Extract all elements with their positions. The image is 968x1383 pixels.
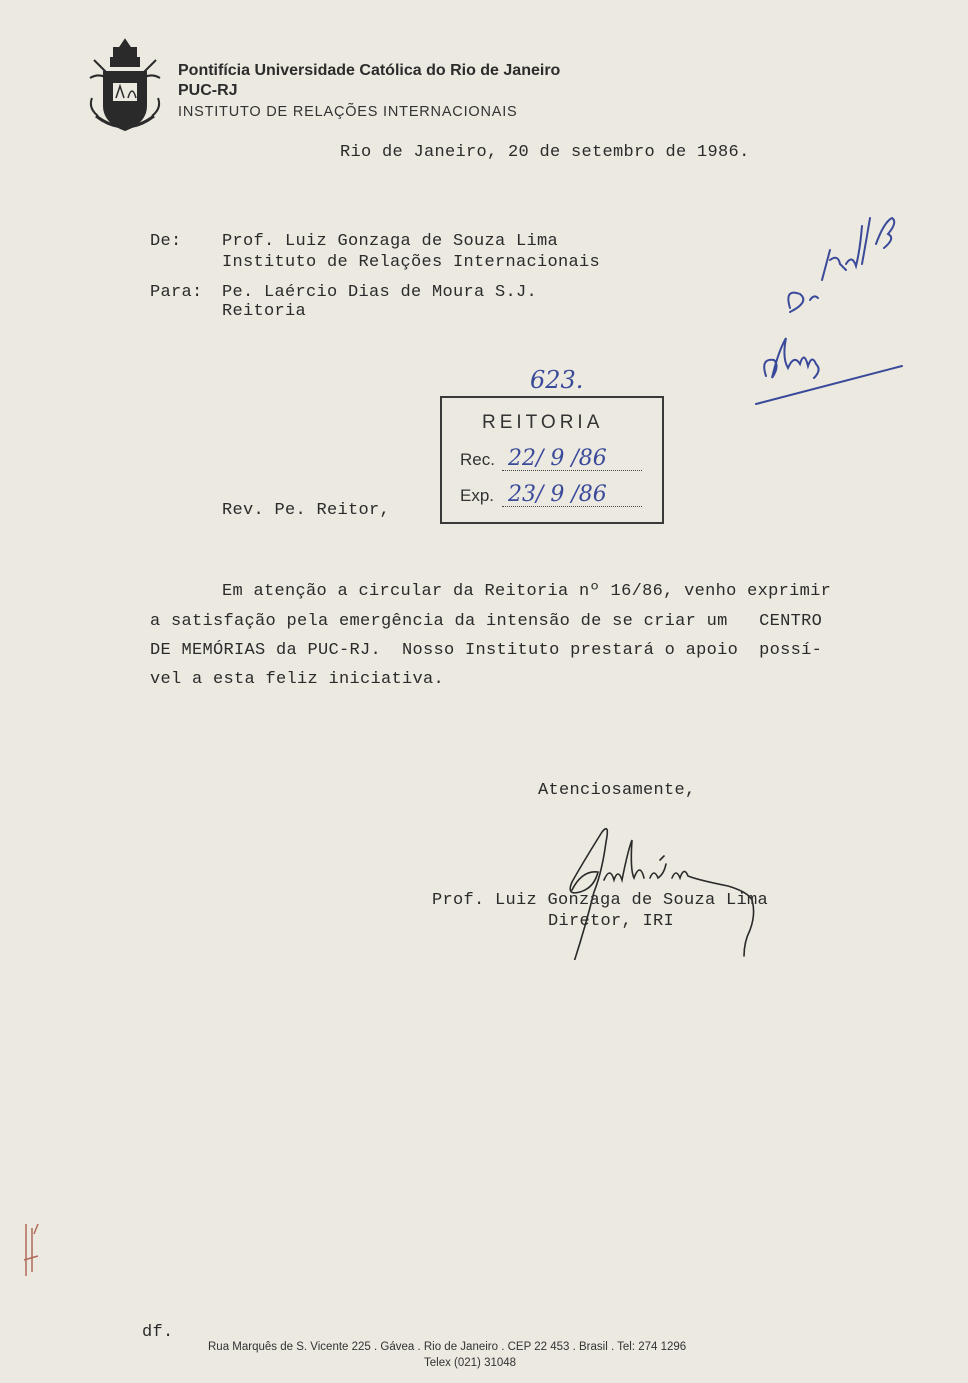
signatory-title: Diretor, IRI: [548, 912, 675, 931]
to-department: Reitoria: [222, 302, 307, 321]
stamp-dispatched-date: 23/ 9 /86: [508, 482, 607, 507]
body-line: DE MEMÓRIAS da PUC-RJ. Nosso Instituto prestará o apoio possí-: [150, 641, 823, 660]
stamp-title: REITORIA: [482, 412, 604, 433]
body-line: Em atenção a circular da Reitoria nº 16/86, venho exprimir: [222, 582, 832, 601]
to-name: Pe. Laércio Dias de Moura S.J.: [222, 283, 538, 302]
handwritten-signature-icon: [560, 820, 800, 960]
footer-address: Rua Marquês de S. Vicente 225 . Gávea . Rio de Janeiro . CEP 22 453 . Brasil . Tel: 274 1296: [208, 1341, 687, 1353]
university-crest-icon: [86, 38, 164, 136]
institute-name: INSTITUTO DE RELAÇÕES INTERNACIONAIS: [178, 104, 518, 120]
body-line: a satisfação pela emergência da intensão de se criar um CENTRO: [150, 612, 823, 631]
body-line: vel a esta feliz iniciativa.: [150, 670, 445, 689]
stamp-dispatched-label: Exp.: [460, 486, 495, 505]
handwritten-margin-note-icon: [750, 190, 910, 410]
margin-mark-icon: [18, 1220, 46, 1282]
stamp-received-date: 22/ 9 /86: [508, 446, 607, 471]
protocol-number: 623.: [530, 366, 584, 394]
typist-initials: df.: [142, 1323, 174, 1342]
signatory-name: Prof. Luiz Gonzaga de Souza Lima: [432, 891, 769, 910]
stamp-exp-dotted-line: [502, 506, 642, 507]
date-line: Rio de Janeiro, 20 de setembro de 1986.: [340, 143, 750, 162]
university-abbreviation: PUC-RJ: [178, 82, 238, 99]
closing: Atenciosamente,: [538, 781, 696, 800]
to-label: Para:: [150, 283, 203, 302]
footer-telex: Telex (021) 31048: [424, 1357, 517, 1369]
from-label: De:: [150, 232, 182, 251]
reitoria-stamp: [440, 396, 664, 524]
stamp-rec-dotted-line: [502, 470, 642, 471]
salutation: Rev. Pe. Reitor,: [222, 501, 391, 520]
from-name: Prof. Luiz Gonzaga de Souza Lima: [222, 232, 559, 251]
stamp-received-label: Rec.: [460, 450, 495, 469]
from-department: Instituto de Relações Internacionais: [222, 253, 601, 272]
university-name: Pontifícia Universidade Católica do Rio de Janeiro: [178, 62, 561, 79]
